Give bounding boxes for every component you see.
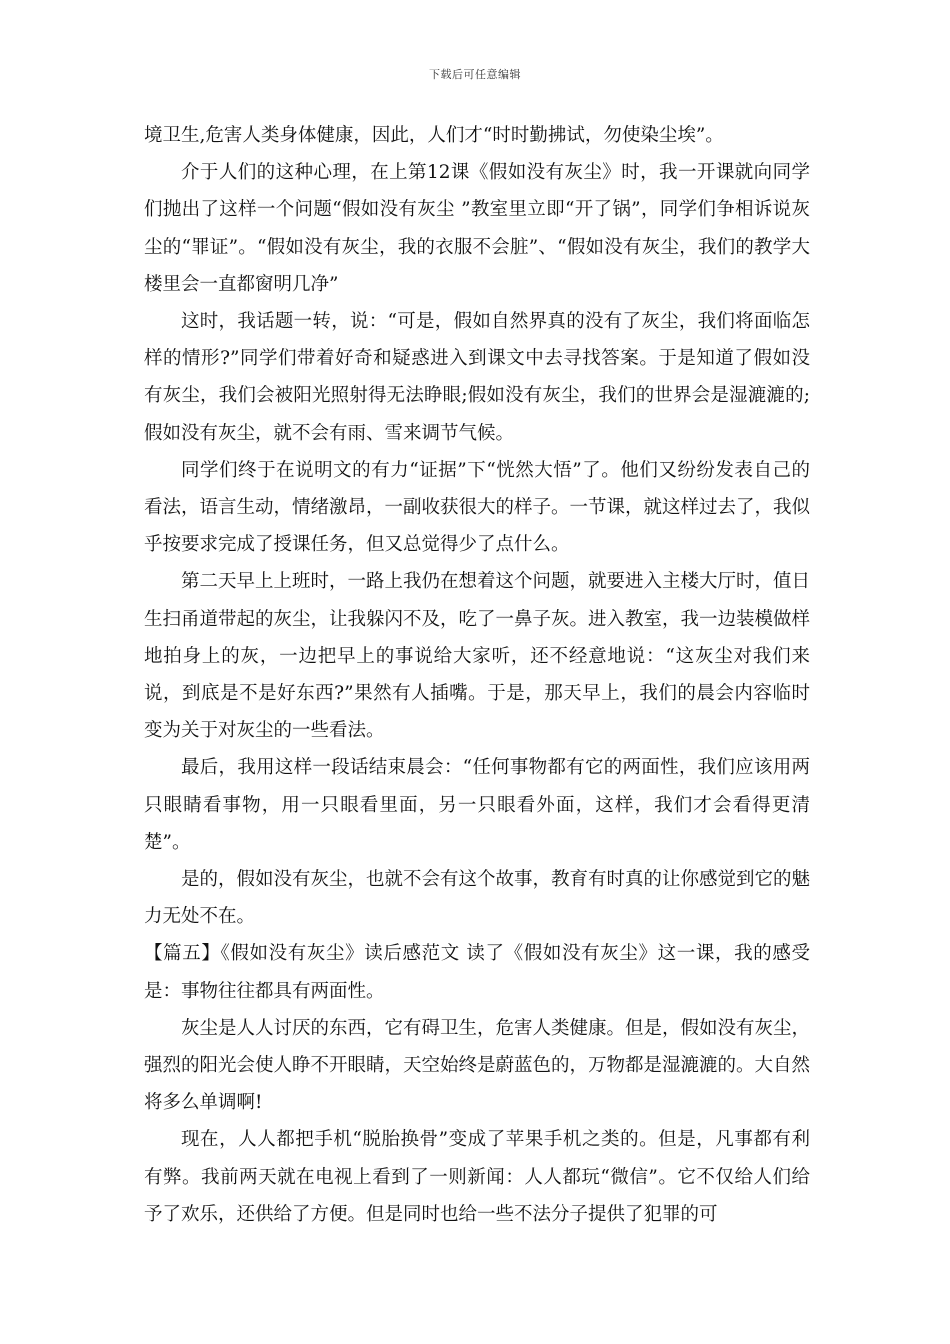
document-body — [144, 117, 810, 1233]
paragraph: 第二天早上上班时，一路上我仍在想着这个问题，就要进入主楼大厅时，值日生扫甬道带起的灰尘，让我躲闪不及，吃了一鼻子灰。进入教室，我一边装模做样地拍身上的灰，一边把早上的事说给大家听，还不经意地说：“这灰尘对我们来说，到底是不是好东西?”果然有人插嘴。于是，那天早上，我们的晨会内容临时变为关于对灰尘的一些看法。 — [144, 571, 811, 742]
paragraph: 介于人们的这种心理，在上第12课《假如没有灰尘》时，我一开课就向同学们抛出了这样一个问题“假如没有灰尘 ”教室里立即“开了锅”，同学们争相诉说灰尘的“罪证”。“假如没有灰尘，我的衣服不会脏”、“假如没有灰尘，我们的教学大楼里会一直都窗明几净” — [144, 162, 810, 295]
paragraph: 最后，我用这样一段话结束晨会：“任何事物都有它的两面性，我们应该用两只眼睛看事物，用一只眼看里面，另一只眼看外面，这样，我们才会看得更清楚”。 — [144, 757, 810, 853]
paragraph: 现在，人人都把手机“脱胎换骨”变成了苹果手机之类的。但是，凡事都有利有弊。我前两天就在电视上看到了一则新闻：人人都玩“微信”。它不仅给人们给予了欢乐，还供给了方便。但是同时也给一些不法分子提供了犯罪的可 — [144, 1129, 810, 1225]
paragraph: 这时，我话题一转，说：“可是，假如自然界真的没有了灰尘，我们将面临怎样的情形?”同学们带着好奇和疑惑进入到课文中去寻找答案。于是知道了假如没有灰尘，我们会被阳光照射得无法睁眼;假如没有灰尘，我们的世界会是湿漉漉的;假如没有灰尘，就不会有雨、雪来调节气候。 — [144, 311, 810, 444]
paragraph: 境卫生,危害人类身体健康，因此，人们才“时时勤拂试，勿使染尘埃”。 — [144, 125, 724, 146]
paragraph: 灰尘是人人讨厌的东西，它有碍卫生，危害人类健康。但是，假如没有灰尘，强烈的阳光会使人睁不开眼睛，天空始终是蔚蓝色的，万物都是湿漉漉的。大自然将多么单调啊! — [144, 1017, 811, 1114]
page-header: 下载后可任意编辑 — [429, 68, 521, 81]
paragraph: 是的，假如没有灰尘，也就不会有这个故事，教育有时真的让你感觉到它的魅力无处不在。 — [144, 869, 811, 928]
section-heading-paragraph: 【篇五】《假如没有灰尘》读后感范文 读了《假如没有灰尘》这一课，我的感受是：事物往往都具有两面性。 — [144, 943, 810, 1002]
paragraph: 同学们终于在说明文的有力“证据”下“恍然大悟”了。他们又纷纷发表自己的看法，语言生动，情绪激昂，一副收获很大的样子。一节课，就这样过去了，我似乎按要求完成了授课任务，但又总觉得少了点什么。 — [144, 459, 811, 556]
